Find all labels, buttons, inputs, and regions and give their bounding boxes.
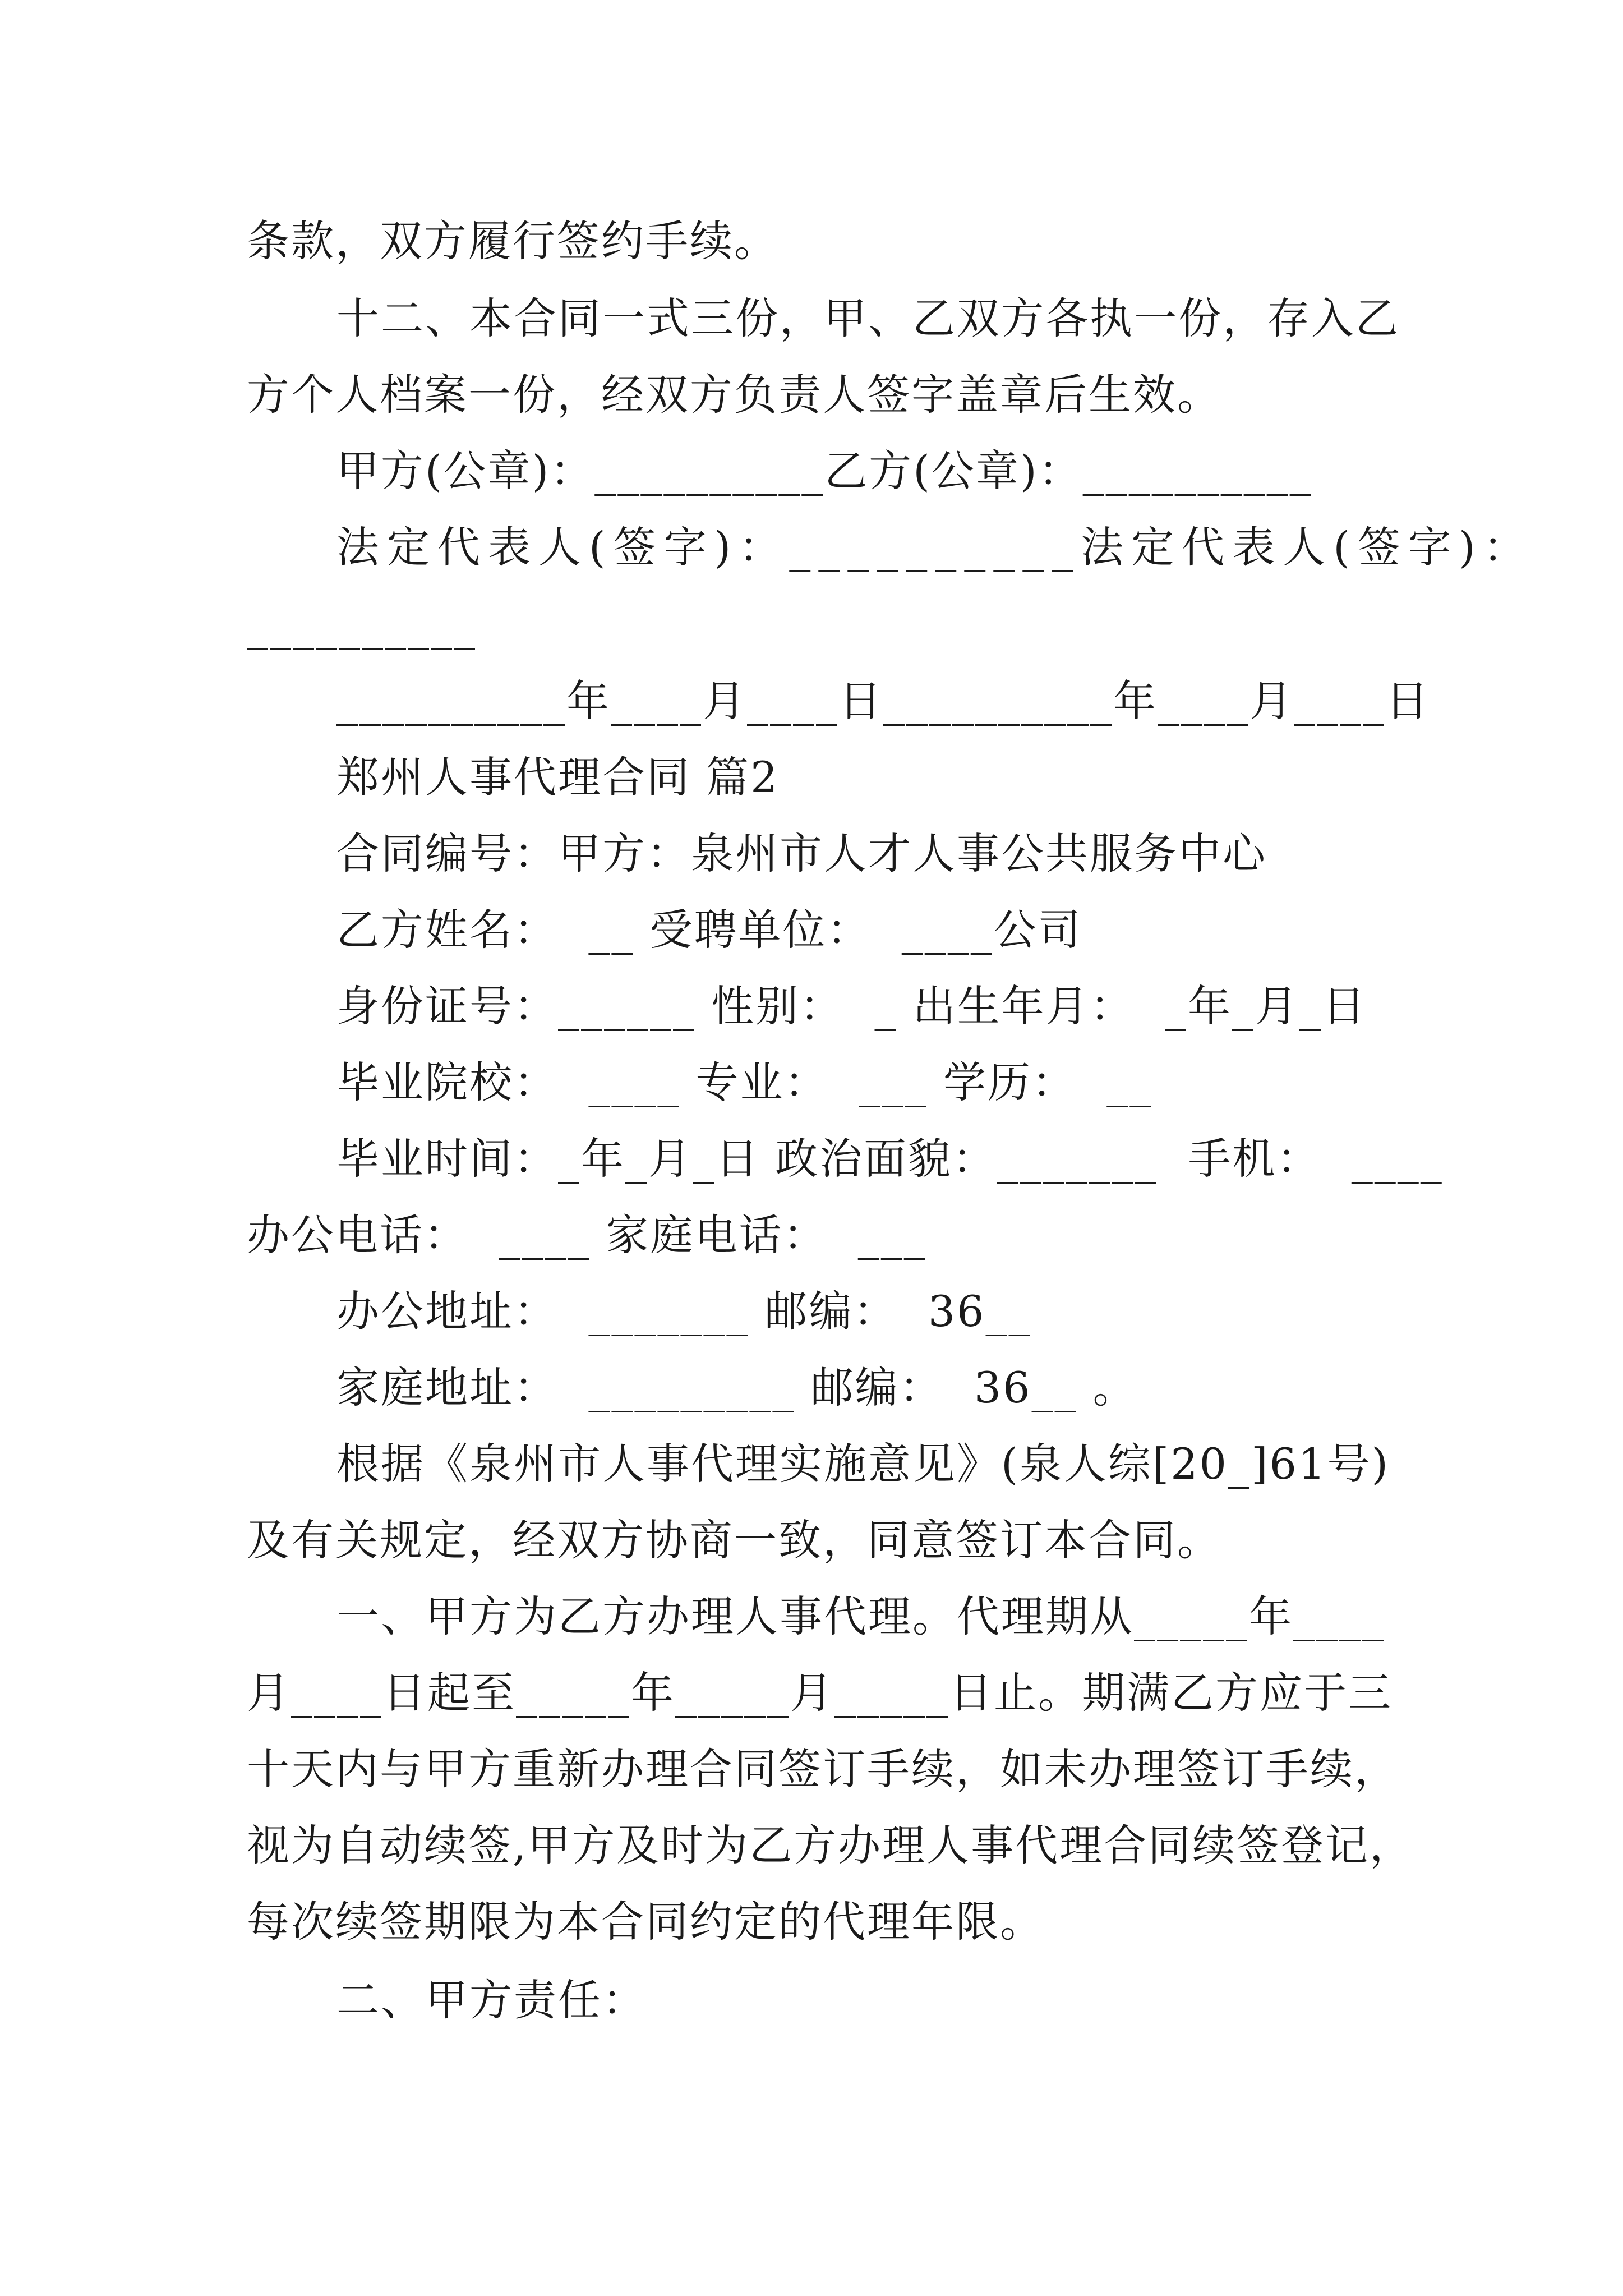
text-line-article-1: 一、甲方为乙方办理人事代理。代理期从_____年____	[336, 1591, 1385, 1641]
text-line-dates: __________年____月____日__________年____月____日	[336, 676, 1430, 726]
text-line-clause-end: 条款，双方履行签约手续。	[247, 216, 778, 266]
text-line-party-b-name: 乙方姓名： __ 受聘单位： ____公司	[336, 905, 1082, 955]
text-line-party-seals: 甲方(公章)：__________乙方(公章)：__________	[336, 446, 1313, 496]
text-line-basis: 根据《泉州市人事代理实施意见》(泉人综[20_]61号)	[336, 1439, 1390, 1489]
text-line-school: 毕业院校： ____ 专业： ___ 学历： __	[336, 1057, 1153, 1107]
text-line-clause-12-cont: 方个人档案一份，经双方负责人签字盖章后生效。	[247, 370, 1221, 420]
text-line-phones: 办公电话： ____ 家庭电话： ___	[247, 1210, 927, 1260]
text-line-legal-representatives: 法定代表人(签字)：__________法定代表人(签字)：	[336, 522, 1534, 572]
text-line-article-1-cont-3: 视为自动续签,甲方及时为乙方办理人事代理合同续签登记，	[247, 1820, 1414, 1870]
text-line-id-number: 身份证号：______ 性别： _ 出生年月： _年_月_日	[336, 981, 1367, 1031]
text-line-office-address: 办公地址： _______ 邮编： 36__	[336, 1286, 1032, 1336]
text-line-basis-cont: 及有关规定，经双方协商一致，同意签订本合同。	[247, 1515, 1221, 1565]
text-line-article-2: 二、甲方责任：	[336, 1975, 647, 2025]
text-line-article-1-cont-2: 十天内与甲方重新办理合同签订手续，如未办理签订手续，	[247, 1744, 1399, 1794]
text-line-clause-12: 十二、本合同一式三份，甲、乙双方各执一份，存入乙	[336, 293, 1400, 343]
text-line-article-1-cont-4: 每次续签期限为本合同约定的代理年限。	[247, 1897, 1044, 1947]
section-heading: 郑州人事代理合同 篇2	[336, 752, 780, 802]
text-line-article-1-cont-1: 月____日起至_____年_____月_____日止。期满乙方应于三	[247, 1668, 1393, 1718]
text-line-signature-blank: __________	[247, 600, 477, 650]
text-line-contract-number: 合同编号：甲方：泉州市人才人事公共服务中心	[336, 829, 1267, 878]
text-line-home-address: 家庭地址： _________ 邮编： 36__ 。	[336, 1363, 1137, 1412]
text-line-graduation: 毕业时间：_年_月_日 政治面貌：_______ 手机： ____	[336, 1134, 1444, 1184]
